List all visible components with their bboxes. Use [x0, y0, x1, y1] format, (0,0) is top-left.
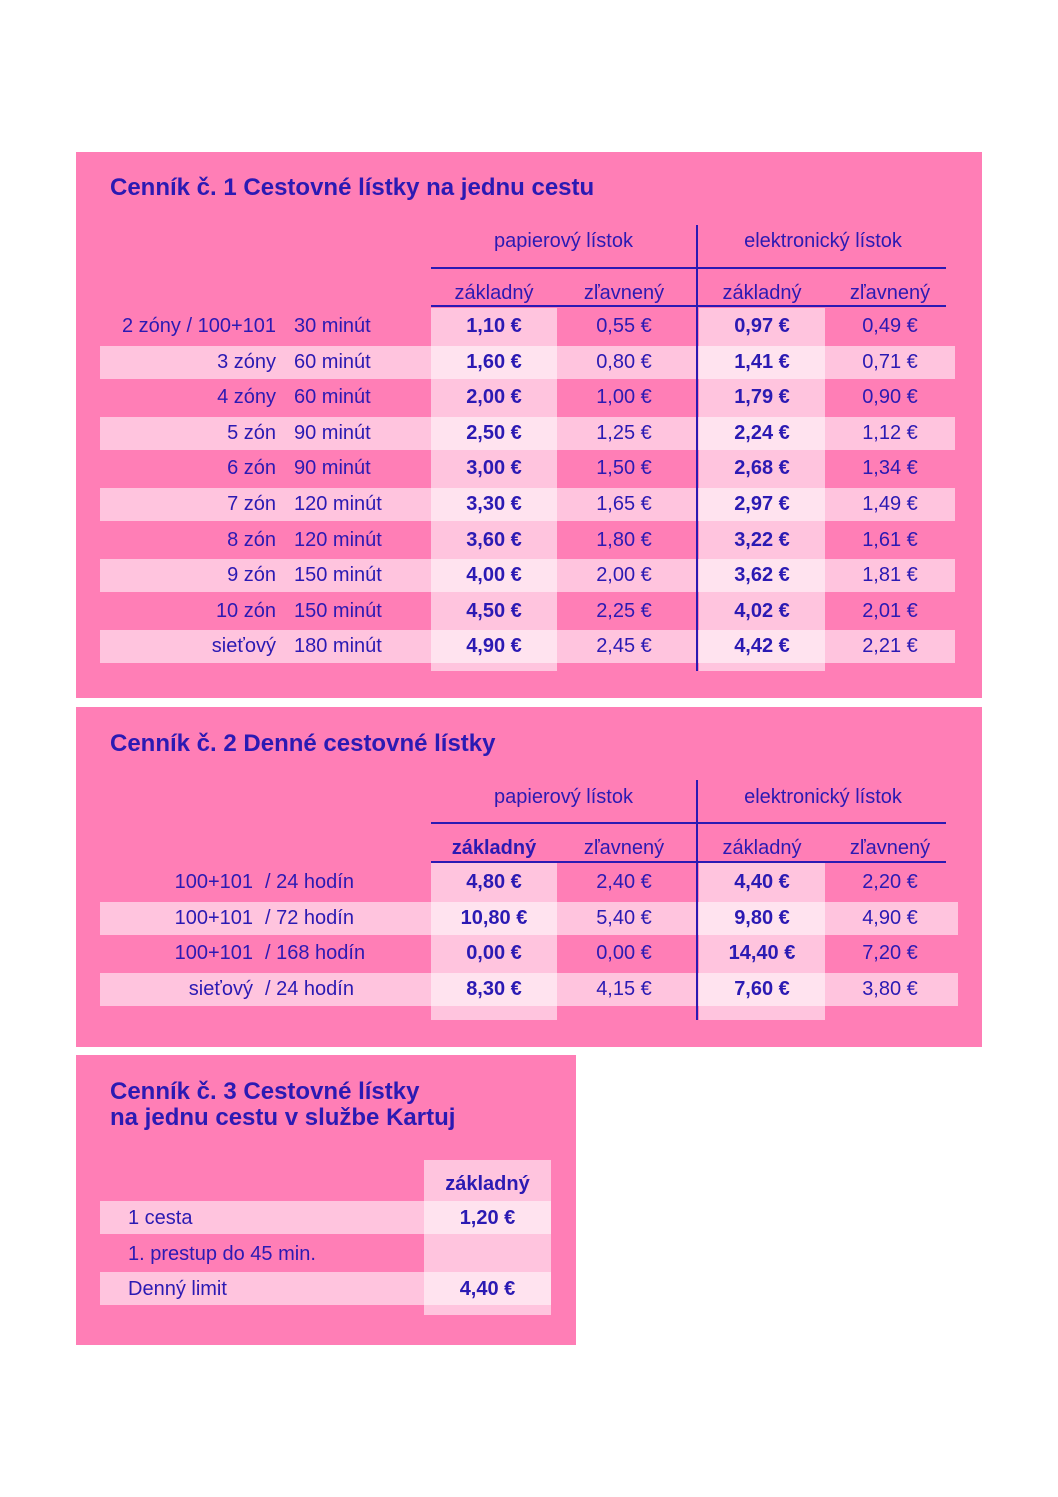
- price-electronic-basic: 14,40 €: [728, 942, 796, 964]
- price-list-2-title: Cenník č. 2 Denné cestovné lístky: [110, 730, 496, 757]
- price-electronic-reduced: 3,80 €: [862, 978, 918, 1000]
- zone-label: 4 zóny: [217, 386, 276, 408]
- kartuj-row-price: 4,40 €: [459, 1278, 516, 1300]
- duration-label: / 24 hodín: [265, 871, 354, 893]
- price-electronic-reduced: 0,90 €: [862, 386, 918, 408]
- price-electronic-basic: 7,60 €: [734, 978, 790, 1000]
- duration-label: 120 minút: [294, 493, 382, 515]
- group-divider: [696, 225, 698, 671]
- zone-label: 3 zóny: [217, 351, 276, 373]
- kartuj-row-label: Denný limit: [128, 1278, 227, 1300]
- price-electronic-reduced: 1,81 €: [862, 564, 918, 586]
- price-electronic-basic: 3,62 €: [734, 564, 790, 586]
- col-header-paper-basic: základný: [451, 837, 537, 859]
- col-header-basic: základný: [445, 1173, 530, 1195]
- price-paper-reduced: 1,25 €: [596, 422, 652, 444]
- group-label-paper: papierový lístok: [494, 786, 633, 808]
- price-electronic-reduced: 1,61 €: [862, 529, 918, 551]
- price-paper-reduced: 1,80 €: [596, 529, 652, 551]
- price-electronic-reduced: 2,20 €: [862, 871, 918, 893]
- price-paper-basic: 1,60 €: [466, 351, 522, 373]
- zone-label: 5 zón: [227, 422, 276, 444]
- price-electronic-reduced: 2,21 €: [862, 635, 918, 657]
- group-label-paper: papierový lístok: [494, 230, 633, 252]
- duration-label: 150 minút: [294, 600, 382, 622]
- duration-label: / 72 hodín: [265, 907, 354, 929]
- price-paper-basic: 4,50 €: [466, 600, 522, 622]
- price-paper-basic: 4,80 €: [466, 871, 522, 893]
- duration-label: 60 minút: [294, 351, 371, 373]
- duration-label: / 168 hodín: [265, 942, 366, 964]
- price-paper-reduced: 1,65 €: [596, 493, 652, 515]
- col-header-electronic-basic: základný: [722, 837, 802, 859]
- price-list-3-title-line2: na jednu cestu v službe Kartuj: [110, 1104, 456, 1131]
- group-label-electronic: elektronický lístok: [744, 786, 902, 808]
- price-electronic-reduced: 0,71 €: [862, 351, 918, 373]
- price-electronic-basic: 3,22 €: [734, 529, 790, 551]
- price-paper-basic: 0,00 €: [466, 942, 522, 964]
- price-paper-reduced: 2,40 €: [596, 871, 652, 893]
- zone-label: 100+101: [174, 907, 253, 929]
- price-electronic-basic: 4,02 €: [734, 600, 790, 622]
- zone-label: sieťový: [211, 635, 276, 657]
- zone-label: 100+101: [174, 942, 253, 964]
- zone-label: 2 zóny / 100+101: [121, 315, 276, 337]
- price-electronic-reduced: 1,12 €: [862, 422, 918, 444]
- price-paper-reduced: 2,00 €: [596, 564, 652, 586]
- zone-label: 10 zón: [215, 600, 276, 622]
- zone-label: 100+101: [174, 871, 253, 893]
- column-underline: [431, 305, 946, 307]
- price-paper-reduced: 2,45 €: [596, 635, 652, 657]
- price-paper-reduced: 0,00 €: [596, 942, 652, 964]
- zone-label: 6 zón: [227, 457, 276, 479]
- price-list-3-title-line1: Cenník č. 3 Cestovné lístky: [110, 1078, 420, 1105]
- price-electronic-basic: 4,40 €: [734, 871, 790, 893]
- price-electronic-reduced: 1,34 €: [862, 457, 918, 479]
- price-electronic-reduced: 7,20 €: [862, 942, 918, 964]
- duration-label: 90 minút: [294, 457, 371, 479]
- price-paper-reduced: 1,00 €: [596, 386, 652, 408]
- duration-label: 90 minút: [294, 422, 371, 444]
- price-paper-basic: 2,50 €: [466, 422, 522, 444]
- price-paper-basic: 3,60 €: [466, 529, 522, 551]
- price-electronic-reduced: 1,49 €: [862, 493, 918, 515]
- col-header-paper-basic: základný: [454, 282, 534, 304]
- price-paper-basic: 3,00 €: [466, 457, 522, 479]
- duration-label: 150 minút: [294, 564, 382, 586]
- price-electronic-basic: 1,79 €: [734, 386, 790, 408]
- price-paper-basic: 4,00 €: [466, 564, 522, 586]
- duration-label: 60 minút: [294, 386, 371, 408]
- price-list-1-title: Cenník č. 1 Cestovné lístky na jednu cestu: [110, 174, 595, 201]
- price-electronic-basic: 2,24 €: [734, 422, 790, 444]
- zone-label: 8 zón: [227, 529, 276, 551]
- price-electronic-reduced: 0,49 €: [862, 315, 918, 337]
- duration-label: 180 minút: [294, 635, 382, 657]
- zone-label: 7 zón: [227, 493, 276, 515]
- zone-label: sieťový: [188, 978, 253, 1000]
- col-header-electronic-reduced: zľavnený: [849, 837, 931, 859]
- price-paper-reduced: 5,40 €: [596, 907, 652, 929]
- col-header-paper-reduced: zľavnený: [583, 837, 665, 859]
- zone-label: 9 zón: [227, 564, 276, 586]
- duration-label: 120 minút: [294, 529, 382, 551]
- duration-label: 30 minút: [294, 315, 371, 337]
- price-paper-basic: 8,30 €: [466, 978, 522, 1000]
- price-paper-basic: 2,00 €: [466, 386, 522, 408]
- group-underline: [431, 822, 946, 824]
- price-electronic-basic: 4,42 €: [734, 635, 790, 657]
- group-underline-paper: [431, 267, 946, 269]
- duration-label: / 24 hodín: [265, 978, 354, 1000]
- price-paper-reduced: 4,15 €: [596, 978, 652, 1000]
- group-label-electronic: elektronický lístok: [744, 230, 902, 252]
- price-electronic-basic: 2,97 €: [734, 493, 790, 515]
- price-electronic-basic: 9,80 €: [734, 907, 790, 929]
- price-electronic-reduced: 4,90 €: [862, 907, 918, 929]
- group-divider: [696, 780, 698, 1020]
- price-paper-reduced: 0,80 €: [596, 351, 652, 373]
- col-header-electronic-reduced: zľavnený: [849, 282, 931, 304]
- column-underline: [431, 861, 946, 863]
- price-paper-basic: 3,30 €: [466, 493, 522, 515]
- price-paper-basic: 4,90 €: [466, 635, 522, 657]
- kartuj-row-label: 1 cesta: [128, 1207, 193, 1229]
- price-paper-reduced: 0,55 €: [596, 315, 652, 337]
- price-paper-reduced: 1,50 €: [596, 457, 652, 479]
- col-header-electronic-basic: základný: [722, 282, 802, 304]
- kartuj-row-label: 1. prestup do 45 min.: [128, 1243, 316, 1265]
- price-paper-basic: 1,10 €: [466, 315, 522, 337]
- price-paper-reduced: 2,25 €: [596, 600, 652, 622]
- price-electronic-reduced: 2,01 €: [862, 600, 918, 622]
- price-electronic-basic: 2,68 €: [734, 457, 790, 479]
- kartuj-row-price: 1,20 €: [459, 1207, 516, 1229]
- price-paper-basic: 10,80 €: [460, 907, 528, 929]
- price-electronic-basic: 0,97 €: [734, 315, 790, 337]
- col-header-paper-reduced: zľavnený: [583, 282, 665, 304]
- price-electronic-basic: 1,41 €: [734, 351, 790, 373]
